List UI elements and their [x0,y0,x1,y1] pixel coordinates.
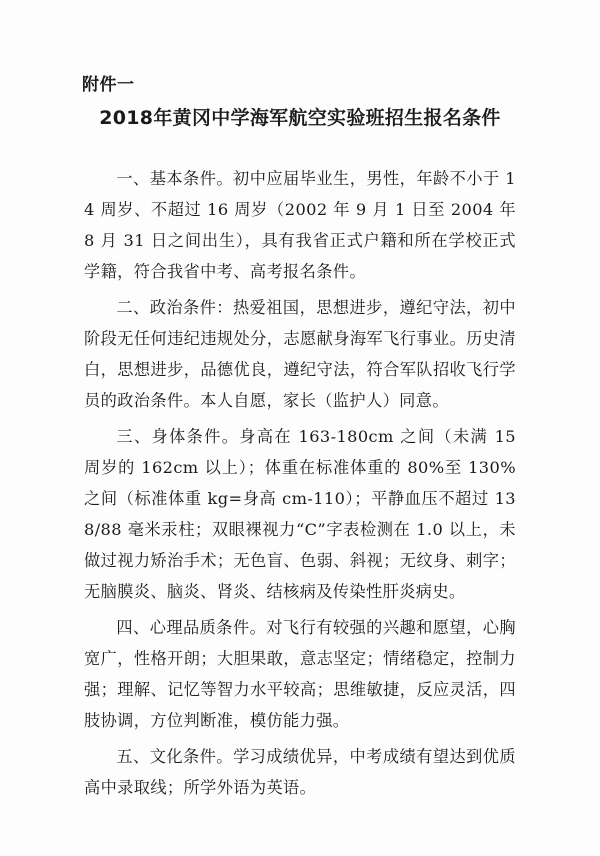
section-political-conditions: 二、政治条件：热爱祖国，思想进步，遵纪守法，初中阶段无任何违纪违规处分，志愿献身海军飞行事业。历史清白，思想进步，品德优良，遵纪守法，符合军队招收飞行学员的政治条件。本人自愿，家长（监护人）同意。 [84,298,516,410]
section-psychological-conditions: 四、心理品质条件。对飞行有较强的兴趣和愿望，心胸宽广，性格开朗；大胆果敢，意志坚定；情绪稳定，控制力强；理解、记忆等智力水平较高；思维敏捷，反应灵活，四肢协调，方位判断准，模仿能力强。 [84,618,516,730]
document-title: 2018年黄冈中学海军航空实验班招生报名条件 [99,107,501,129]
section-physical-conditions: 三、身体条件。身高在 163-180cm 之间（未满 15 周岁的 162cm 以上）；体重在标准体重的 80%至 130%之间（标准体重 kg=身高 cm-110）；平静血压不超过 138/88 毫米汞柱；双眼裸视力“C”字表检测在 1.0 以上，未做过视力矫治手术；无色盲、色弱、斜视；无纹身、刺字；无脑膜炎、脑炎、肾炎、结核病及传染性肝炎病史。 [84,427,516,601]
attachment-label: 附件一 [82,75,135,95]
section-academic-conditions: 五、文化条件。学习成绩优异，中考成绩有望达到优质高中录取线；所学外语为英语。 [84,747,516,797]
section-basic-conditions: 一、基本条件。初中应届毕业生，男性，年龄不小于 14 周岁、不超过 16 周岁（2002 年 9 月 1 日至 2004 年 8 月 31 日之间出生），具有我省正式户籍和所在学校正式学籍，符合我省中考、高考报名条件。 [84,169,516,281]
document-body [84,163,516,808]
